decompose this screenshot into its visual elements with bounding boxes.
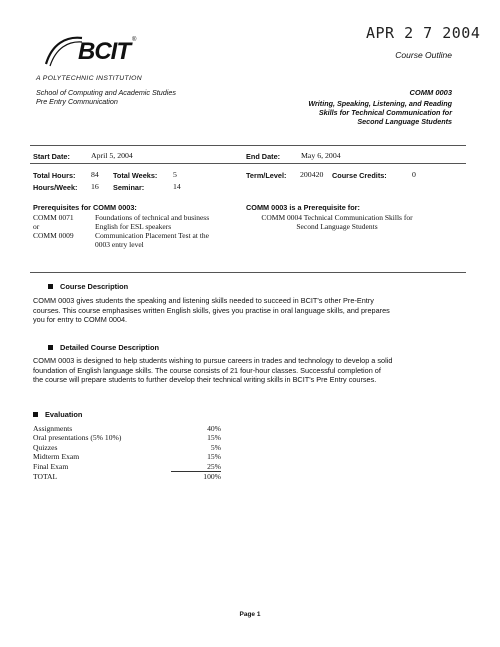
evaluation-heading: Evaluation	[45, 410, 83, 419]
term-level-value: 200420	[300, 170, 324, 179]
course-title	[212, 99, 452, 126]
is-prerequisite-line: Second Language Students	[296, 222, 378, 231]
is-prerequisite-heading: COMM 0003 is a Prerequisite for:	[246, 203, 360, 212]
prereq-connector: or	[33, 222, 40, 231]
section-bullet-icon	[48, 345, 53, 350]
paragraph-line: you for entry to COMM 0004.	[33, 315, 128, 325]
table-row	[33, 472, 221, 482]
course-title-line: Writing, Speaking, Listening, and Reading	[308, 99, 452, 108]
divider-top	[30, 145, 466, 146]
table-row	[33, 452, 221, 461]
total-hours-label: Total Hours:	[33, 171, 76, 180]
detailed-description-heading: Detailed Course Description	[60, 343, 159, 352]
divider-info	[30, 163, 466, 164]
table-row	[33, 462, 221, 472]
course-description-heading: Course Description	[60, 282, 129, 291]
evaluation-item: Oral presentations (5% 10%)	[33, 433, 122, 443]
prereq-desc	[95, 213, 209, 231]
detailed-description-text	[33, 356, 453, 385]
divider-sections	[30, 272, 466, 273]
prereq-desc	[95, 231, 209, 249]
evaluation-weight: 40%	[207, 424, 221, 433]
end-date-label: End Date:	[246, 152, 281, 161]
course-title-line: Skills for Technical Communication for	[318, 108, 452, 117]
evaluation-total-weight: 100%	[203, 472, 221, 482]
hours-week-value: 16	[91, 182, 99, 191]
is-prerequisite-course	[252, 213, 422, 231]
received-date-stamp: APR 2 7 2004	[366, 24, 481, 42]
school-line: School of Computing and Academic Studies	[36, 88, 176, 97]
is-prerequisite-line: COMM 0004 Technical Communication Skills for	[261, 213, 413, 222]
page-number: Page 1	[239, 611, 261, 618]
prerequisites-heading: Prerequisites for COMM 0003:	[33, 203, 137, 212]
table-row	[33, 433, 221, 442]
evaluation-table	[33, 424, 221, 481]
start-date-label: Start Date:	[33, 152, 70, 161]
prereq-desc-line: English for ESL speakers	[95, 222, 172, 231]
institution-tagline: A POLYTECHNIC INSTITUTION	[36, 75, 142, 82]
course-credits-label: Course Credits:	[332, 171, 387, 180]
seminar-value: 14	[173, 182, 181, 191]
bcit-logo: BCIT	[78, 38, 130, 65]
evaluation-item: Assignments	[33, 424, 73, 433]
evaluation-weight: 25%	[171, 462, 221, 472]
prereq-code: COMM 0009	[33, 231, 74, 240]
document-type: Course Outline	[395, 50, 452, 60]
paragraph-line: foundation of English language skills. The course consists of 21 four-hour classes. Successful completion of	[33, 365, 381, 375]
evaluation-item: Final Exam	[33, 461, 69, 471]
total-hours-value: 84	[91, 170, 99, 179]
school-name	[36, 88, 176, 106]
course-description-text	[33, 296, 453, 325]
end-date-value: May 6, 2004	[301, 151, 341, 160]
section-bullet-icon	[33, 412, 38, 417]
evaluation-weight: 15%	[207, 433, 221, 443]
total-weeks-value: 5	[173, 170, 177, 179]
total-weeks-label: Total Weeks:	[113, 171, 158, 180]
paragraph-line: COMM 0003 gives students the speaking and listening skills needed to succeed in BCIT's other Pre-Entry	[33, 296, 374, 305]
seminar-label: Seminar:	[113, 183, 145, 192]
prereq-desc-line: Foundations of technical and business	[95, 213, 210, 222]
prereq-desc-line: 0003 entry level	[95, 240, 144, 249]
paragraph-line: the course will prepare students to further develop their technical writing skills in BCIT's Pre Entry courses.	[33, 375, 377, 385]
program-line: Pre Entry Communication	[36, 97, 118, 106]
term-level-label: Term/Level:	[246, 171, 287, 180]
section-bullet-icon	[48, 284, 53, 289]
start-date-value: April 5, 2004	[91, 151, 133, 160]
paragraph-line: COMM 0003 is designed to help students wishing to pursue careers in trades and technology to develop a solid	[33, 356, 393, 365]
evaluation-item: Quizzes	[33, 442, 58, 452]
prereq-desc-line: Communication Placement Test at the	[95, 231, 209, 240]
evaluation-total-label: TOTAL	[33, 471, 58, 481]
table-row	[33, 443, 221, 452]
evaluation-weight: 15%	[207, 452, 221, 462]
table-row	[33, 424, 221, 433]
evaluation-item: Midterm Exam	[33, 452, 80, 462]
evaluation-weight: 5%	[210, 442, 221, 452]
prereq-code: COMM 0071	[33, 213, 74, 222]
paragraph-line: courses. This course emphasises written English skills, gives you practise in oral language skills, and prepares	[33, 305, 390, 315]
course-title-line: Second Language Students	[357, 117, 452, 126]
registered-mark: ®	[132, 37, 137, 43]
course-credits-value: 0	[412, 170, 416, 179]
course-code: COMM 0003	[409, 88, 452, 97]
hours-week-label: Hours/Week:	[33, 183, 78, 192]
